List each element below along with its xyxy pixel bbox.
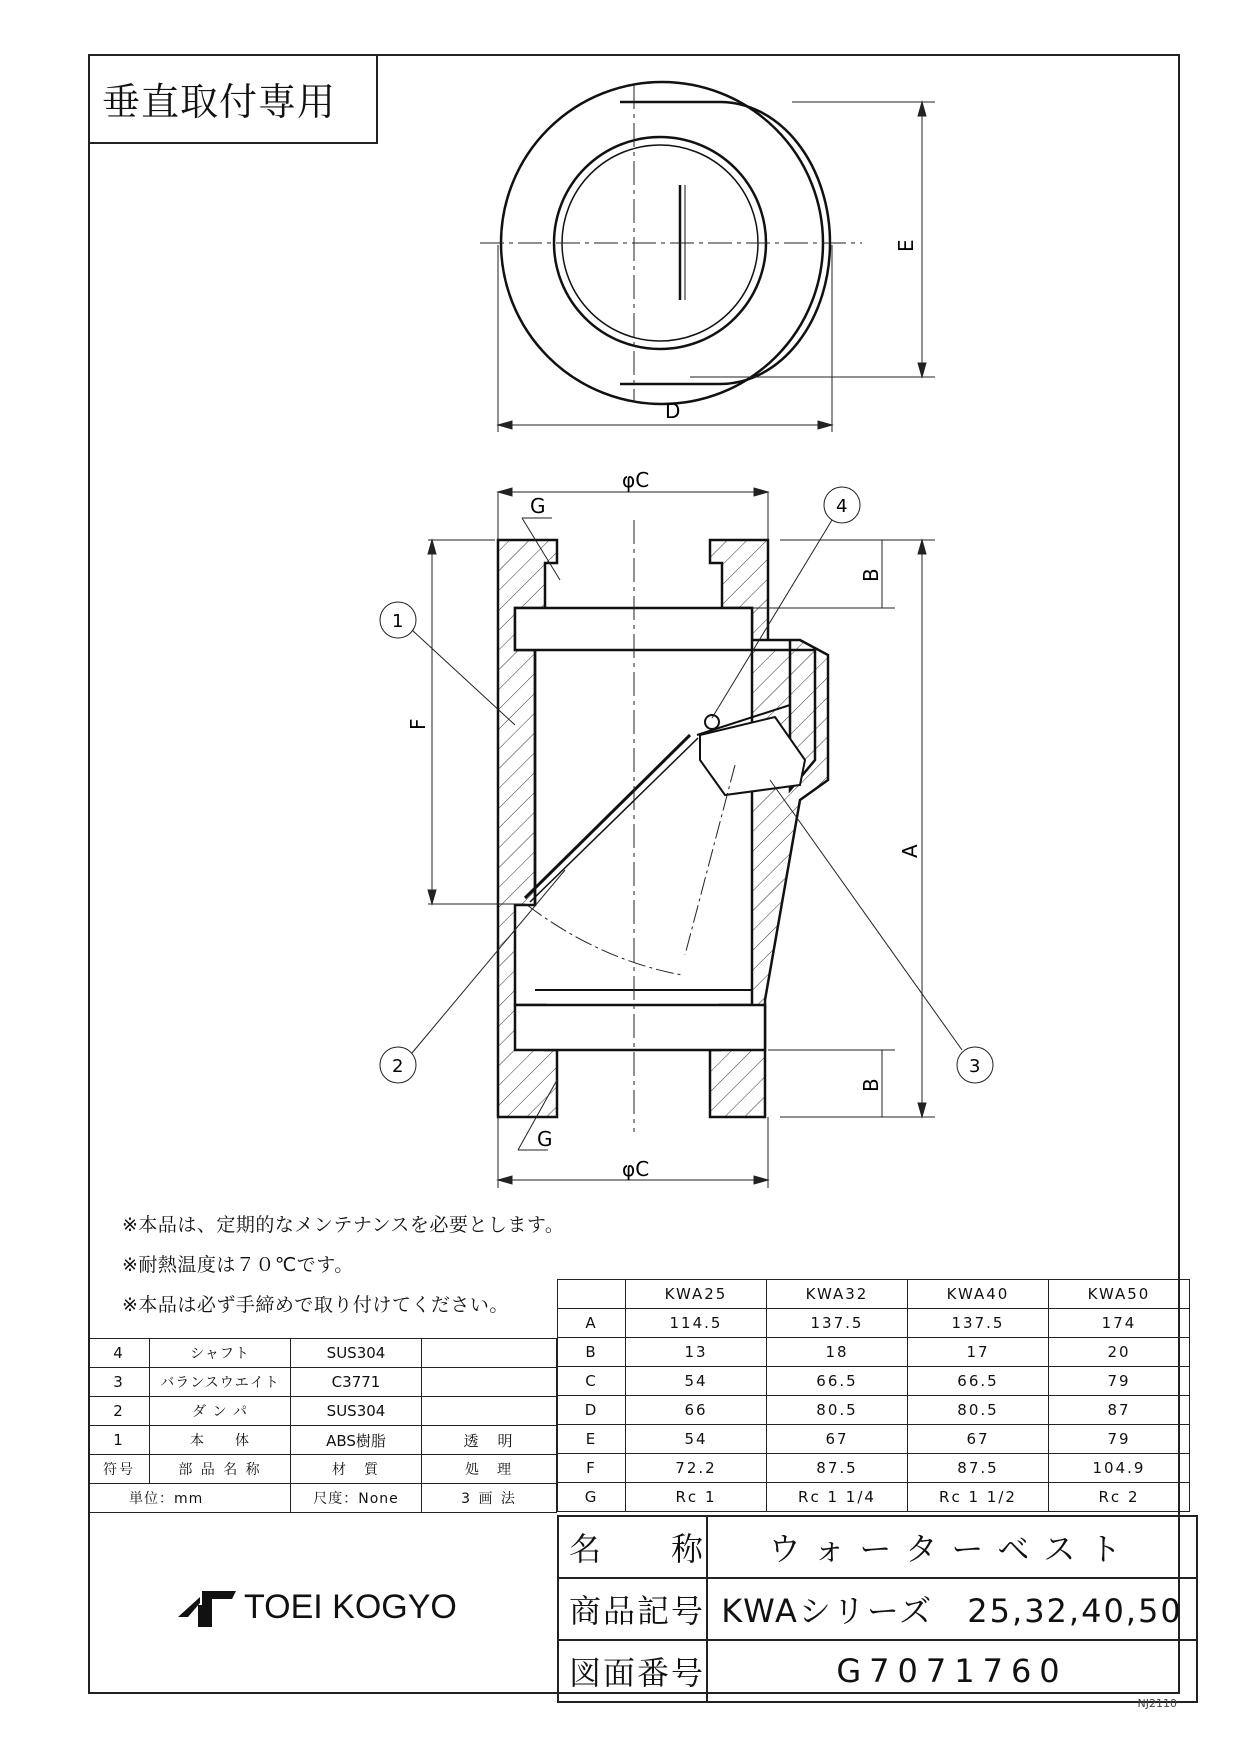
parts-header-name: 部 品 名 称 [150,1455,291,1484]
table-row [89,1339,557,1368]
part-no: 3 [89,1368,150,1397]
parts-header-material: 材 質 [291,1455,422,1484]
dim-value: 67 [767,1425,908,1454]
part-treatment: 透 明 [422,1426,557,1455]
parts-footer-row [89,1484,557,1513]
dim-key: C [558,1367,626,1396]
dim-value: 87.5 [908,1454,1049,1483]
part-material: C3771 [291,1368,422,1397]
part-treatment [422,1368,557,1397]
dim-value: 79 [1049,1425,1190,1454]
table-row [89,1397,557,1426]
dim-phiC-top-label: φC [622,468,650,492]
callout-1: 1 [392,611,404,632]
dim-key: B [558,1338,626,1367]
dim-value: 66.5 [908,1367,1049,1396]
product-label: 商品記号 [558,1578,707,1640]
section-view [498,520,828,1132]
table-row [89,1368,557,1397]
dim-key: A [558,1309,626,1338]
title-row-product [558,1578,1197,1640]
page-title: 垂直取付専用 [88,54,378,144]
dim-G-top-label: G [530,494,546,518]
note-temperature: ※耐熱温度は７０℃です。 [122,1254,354,1276]
dim-value: 66.5 [767,1367,908,1396]
note-maintenance: ※本品は、定期的なメンテナンスを必要とします。 [122,1214,565,1236]
callout-2: 2 [392,1056,404,1077]
part-material: SUS304 [291,1397,422,1426]
projection-label: 3 画 法 [422,1484,557,1513]
part-no: 2 [89,1397,150,1426]
part-treatment [422,1397,557,1426]
dim-value: 79 [1049,1367,1190,1396]
scale-label: 尺度：None [291,1484,422,1513]
dim-value: 87.5 [767,1454,908,1483]
product-value: KWAシリーズ 25,32,40,50 [707,1578,1197,1640]
table-row [558,1367,1190,1396]
company-logo [178,1588,457,1627]
model-header: KWA25 [626,1280,767,1309]
dim-value: 174 [1049,1309,1190,1338]
dim-value: 20 [1049,1338,1190,1367]
dim-A-label: A [898,844,922,858]
parts-header-no: 符号 [89,1455,150,1484]
part-name: バランスウエイト [150,1368,291,1397]
table-row [558,1338,1190,1367]
drawing-label: 図面番号 [558,1640,707,1702]
part-name: 本 体 [150,1426,291,1455]
table-row [558,1483,1190,1512]
dim-value: 114.5 [626,1309,767,1338]
part-treatment [422,1339,557,1368]
drawing-number: G7071760 [707,1640,1197,1702]
dim-F-label: F [406,718,430,730]
dim-E-label: E [894,239,918,252]
dim-phiC-bottom-label: φC [622,1157,650,1181]
table-row [558,1309,1190,1338]
dim-value: 87 [1049,1396,1190,1425]
dim-B-bottom-label: B [859,1078,883,1092]
toei-mark-icon [178,1589,238,1627]
part-no: 4 [89,1339,150,1368]
dim-value: 80.5 [767,1396,908,1425]
model-header: KWA32 [767,1280,908,1309]
dim-value: 17 [908,1338,1049,1367]
dim-key: D [558,1396,626,1425]
part-name: シャフト [150,1339,291,1368]
dim-value: 72.2 [626,1454,767,1483]
dim-value: Rc 2 [1049,1483,1190,1512]
dim-value: Rc 1 [626,1483,767,1512]
title-row-drawing [558,1640,1197,1702]
dim-value: 13 [626,1338,767,1367]
table-row [558,1396,1190,1425]
title-row-name [558,1516,1197,1578]
model-header: KWA40 [908,1280,1049,1309]
name-label: 名 称 [558,1516,707,1578]
company-name: TOEI KOGYO [244,1588,457,1626]
part-material: SUS304 [291,1339,422,1368]
name-value: ウォーターベスト [707,1516,1197,1578]
table-row [558,1454,1190,1483]
dim-value: 137.5 [908,1309,1049,1338]
dim-key: G [558,1483,626,1512]
table-row [558,1425,1190,1454]
title-block [557,1515,1198,1703]
unit-label: 単位：mm [89,1484,291,1513]
part-no: 1 [89,1426,150,1455]
dim-B-top-label: B [859,568,883,582]
dim-value: 67 [908,1425,1049,1454]
dim-value: Rc 1 1/2 [908,1483,1049,1512]
callout-4: 4 [836,496,848,517]
dim-key: E [558,1425,626,1454]
table-header-row [89,1455,557,1484]
dim-G-bottom-label: G [537,1127,553,1151]
table-header-row [558,1280,1190,1309]
dim-value: 54 [626,1367,767,1396]
footer-code: NJ2110 [1137,1697,1177,1710]
parts-header-treatment: 処 理 [422,1455,557,1484]
parts-table [88,1338,557,1513]
dim-value: 18 [767,1338,908,1367]
dim-value: Rc 1 1/4 [767,1483,908,1512]
note-hand-tighten: ※本品は必ず手締めで取り付けてください。 [122,1294,509,1316]
dim-value: 54 [626,1425,767,1454]
dim-value: 104.9 [1049,1454,1190,1483]
part-material: ABS樹脂 [291,1426,422,1455]
model-header: KWA50 [1049,1280,1190,1309]
dim-D-label: D [665,399,681,423]
dim-value: 80.5 [908,1396,1049,1425]
dim-key: F [558,1454,626,1483]
dim-value: 137.5 [767,1309,908,1338]
dimension-table [557,1279,1190,1512]
callout-3: 3 [969,1056,981,1077]
dim-value: 66 [626,1396,767,1425]
part-name: ダ ン パ [150,1397,291,1426]
table-row [89,1426,557,1455]
